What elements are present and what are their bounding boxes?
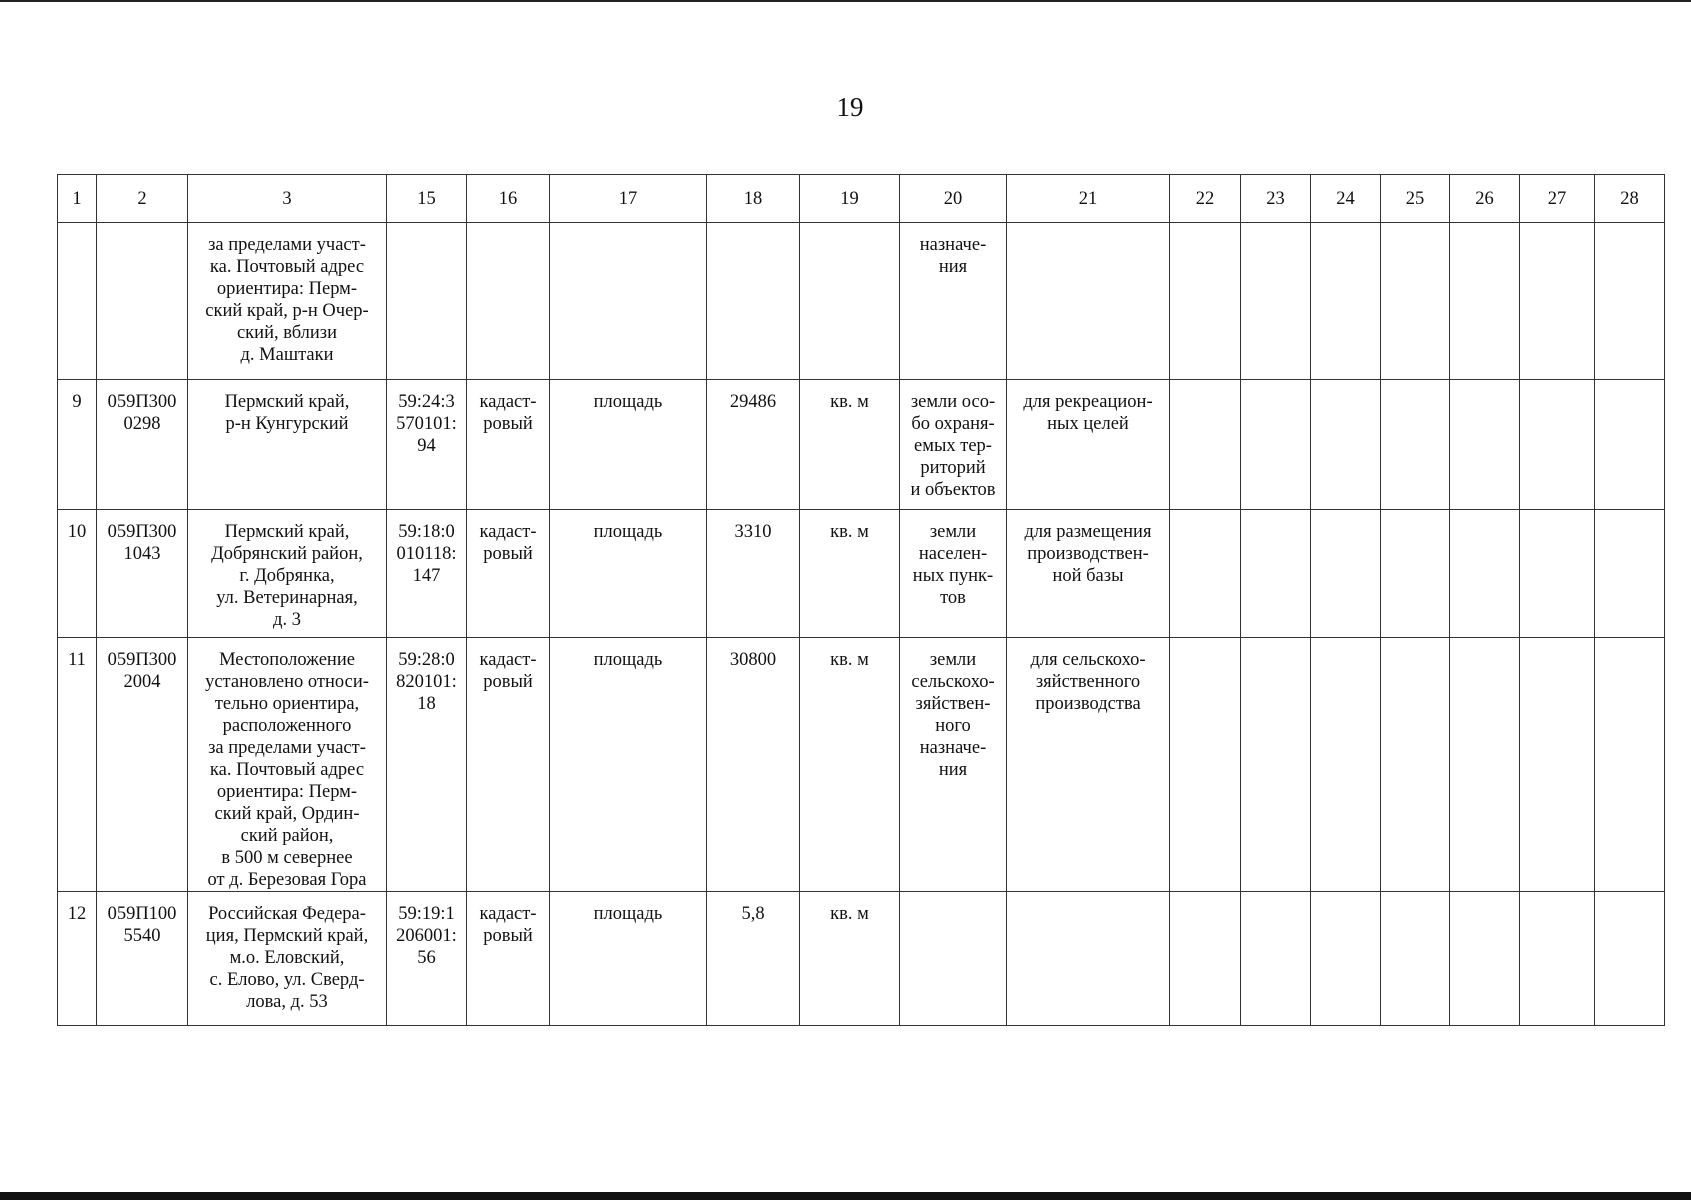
cell-empty bbox=[1520, 380, 1595, 510]
cell-permitted-use: для размещения производствен- ной базы bbox=[1007, 510, 1170, 638]
column-header: 16 bbox=[467, 175, 550, 223]
cell-land-category bbox=[900, 892, 1007, 1026]
cell-empty bbox=[1381, 510, 1450, 638]
cell-number-type: кадаст- ровый bbox=[467, 510, 550, 638]
cell-registry-id: 059П300 2004 bbox=[97, 638, 188, 892]
header-row bbox=[58, 175, 1665, 223]
column-header: 1 bbox=[58, 175, 97, 223]
cell-land-category: земли сельскохо- зяйствен- ного назначе- ния bbox=[900, 638, 1007, 892]
cell-empty bbox=[1595, 510, 1665, 638]
column-header: 2 bbox=[97, 175, 188, 223]
table-row bbox=[58, 638, 1665, 892]
cell-empty bbox=[1241, 892, 1311, 1026]
column-header: 19 bbox=[800, 175, 900, 223]
cell-unit: кв. м bbox=[800, 510, 900, 638]
cell-number: 12 bbox=[58, 892, 97, 1026]
cell-permitted-use bbox=[1007, 892, 1170, 1026]
column-header: 25 bbox=[1381, 175, 1450, 223]
cell-empty bbox=[1595, 380, 1665, 510]
cell-number bbox=[58, 223, 97, 380]
column-header: 27 bbox=[1520, 175, 1595, 223]
column-header: 23 bbox=[1241, 175, 1311, 223]
cell-registry-id: 059П300 0298 bbox=[97, 380, 188, 510]
cell-address: Пермский край, Добрянский район, г. Добрянка, ул. Ветеринарная, д. 3 bbox=[188, 510, 387, 638]
cell-number-type: кадаст- ровый bbox=[467, 638, 550, 892]
cell-number: 11 bbox=[58, 638, 97, 892]
cell-empty bbox=[1520, 510, 1595, 638]
cell-value: 30800 bbox=[707, 638, 800, 892]
column-header: 15 bbox=[387, 175, 467, 223]
cell-permitted-use: для сельскохо- зяйственного производства bbox=[1007, 638, 1170, 892]
cell-empty bbox=[1595, 223, 1665, 380]
cell-parameter: площадь bbox=[550, 892, 707, 1026]
cell-empty bbox=[1170, 892, 1241, 1026]
cell-empty bbox=[1381, 380, 1450, 510]
cell-address: Российская Федера- ция, Пермский край, м.о. Еловский, с. Елово, ул. Сверд- лова, д. 53 bbox=[188, 892, 387, 1026]
cell-cadastral-number bbox=[387, 223, 467, 380]
column-header: 18 bbox=[707, 175, 800, 223]
cell-land-category: земли осо- бо охраня- емых тер- риторий и объектов bbox=[900, 380, 1007, 510]
column-header: 24 bbox=[1311, 175, 1381, 223]
cell-empty bbox=[1450, 223, 1520, 380]
cell-number-type: кадаст- ровый bbox=[467, 892, 550, 1026]
column-header: 22 bbox=[1170, 175, 1241, 223]
cell-unit: кв. м bbox=[800, 892, 900, 1026]
page-number: 19 bbox=[836, 92, 864, 122]
cell-address: за пределами участ- ка. Почтовый адрес ориентира: Перм- ский край, р-н Очер- ский, вблизи д. Маштаки bbox=[188, 223, 387, 380]
cell-empty bbox=[1520, 638, 1595, 892]
cell-empty bbox=[1170, 380, 1241, 510]
bottom-border-line bbox=[0, 1192, 1691, 1200]
cell-parameter: площадь bbox=[550, 380, 707, 510]
cell-registry-id bbox=[97, 223, 188, 380]
cell-parameter: площадь bbox=[550, 638, 707, 892]
table-row-continuation bbox=[58, 223, 1665, 380]
cell-permitted-use: для рекреацион- ных целей bbox=[1007, 380, 1170, 510]
cell-address: Пермский край, р-н Кунгурский bbox=[188, 380, 387, 510]
cell-empty bbox=[1241, 510, 1311, 638]
cell-unit: кв. м bbox=[800, 380, 900, 510]
column-header: 3 bbox=[188, 175, 387, 223]
cell-empty bbox=[1241, 638, 1311, 892]
cell-value: 5,8 bbox=[707, 892, 800, 1026]
cell-registry-id: 059П100 5540 bbox=[97, 892, 188, 1026]
cell-empty bbox=[1381, 892, 1450, 1026]
table-row bbox=[58, 510, 1665, 638]
cell-value bbox=[707, 223, 800, 380]
cell-empty bbox=[1450, 510, 1520, 638]
cell-number: 9 bbox=[58, 380, 97, 510]
cell-empty bbox=[1170, 638, 1241, 892]
cell-cadastral-number: 59:24:3 570101: 94 bbox=[387, 380, 467, 510]
cell-number-type bbox=[467, 223, 550, 380]
cell-empty bbox=[1450, 892, 1520, 1026]
cell-address: Местоположение установлено относи- тельно ориентира, расположенного за пределами участ- ка. Почтовый адрес ориентира: Перм- ский край, Ордин- ский район, в 500 м севернее от д. Березовая Гора bbox=[188, 638, 387, 892]
cell-empty bbox=[1450, 380, 1520, 510]
cell-empty bbox=[1520, 223, 1595, 380]
cell-parameter bbox=[550, 223, 707, 380]
table-row bbox=[58, 380, 1665, 510]
table-row bbox=[58, 892, 1665, 1026]
cell-number: 10 bbox=[58, 510, 97, 638]
column-header: 21 bbox=[1007, 175, 1170, 223]
cell-empty bbox=[1311, 510, 1381, 638]
cell-registry-id: 059П300 1043 bbox=[97, 510, 188, 638]
column-header: 26 bbox=[1450, 175, 1520, 223]
cell-empty bbox=[1595, 892, 1665, 1026]
column-header: 20 bbox=[900, 175, 1007, 223]
cell-empty bbox=[1311, 380, 1381, 510]
cell-number-type: кадаст- ровый bbox=[467, 380, 550, 510]
cell-empty bbox=[1311, 638, 1381, 892]
cell-unit bbox=[800, 223, 900, 380]
cell-empty bbox=[1520, 892, 1595, 1026]
cell-cadastral-number: 59:18:0 010118: 147 bbox=[387, 510, 467, 638]
cell-value: 29486 bbox=[707, 380, 800, 510]
top-border-line bbox=[0, 0, 1691, 2]
cell-permitted-use bbox=[1007, 223, 1170, 380]
cell-empty bbox=[1595, 638, 1665, 892]
registry-table bbox=[57, 174, 1665, 1026]
cell-empty bbox=[1450, 638, 1520, 892]
cell-empty bbox=[1241, 223, 1311, 380]
cell-empty bbox=[1311, 892, 1381, 1026]
cell-land-category: земли населен- ных пунк- тов bbox=[900, 510, 1007, 638]
cell-land-category: назначе- ния bbox=[900, 223, 1007, 380]
cell-cadastral-number: 59:28:0 820101: 18 bbox=[387, 638, 467, 892]
column-header: 17 bbox=[550, 175, 707, 223]
cell-empty bbox=[1311, 223, 1381, 380]
cell-value: 3310 bbox=[707, 510, 800, 638]
cell-unit: кв. м bbox=[800, 638, 900, 892]
cell-empty bbox=[1381, 223, 1450, 380]
cell-parameter: площадь bbox=[550, 510, 707, 638]
cell-empty bbox=[1241, 380, 1311, 510]
cell-empty bbox=[1170, 223, 1241, 380]
column-header: 28 bbox=[1595, 175, 1665, 223]
cell-empty bbox=[1170, 510, 1241, 638]
cell-empty bbox=[1381, 638, 1450, 892]
cell-cadastral-number: 59:19:1 206001: 56 bbox=[387, 892, 467, 1026]
